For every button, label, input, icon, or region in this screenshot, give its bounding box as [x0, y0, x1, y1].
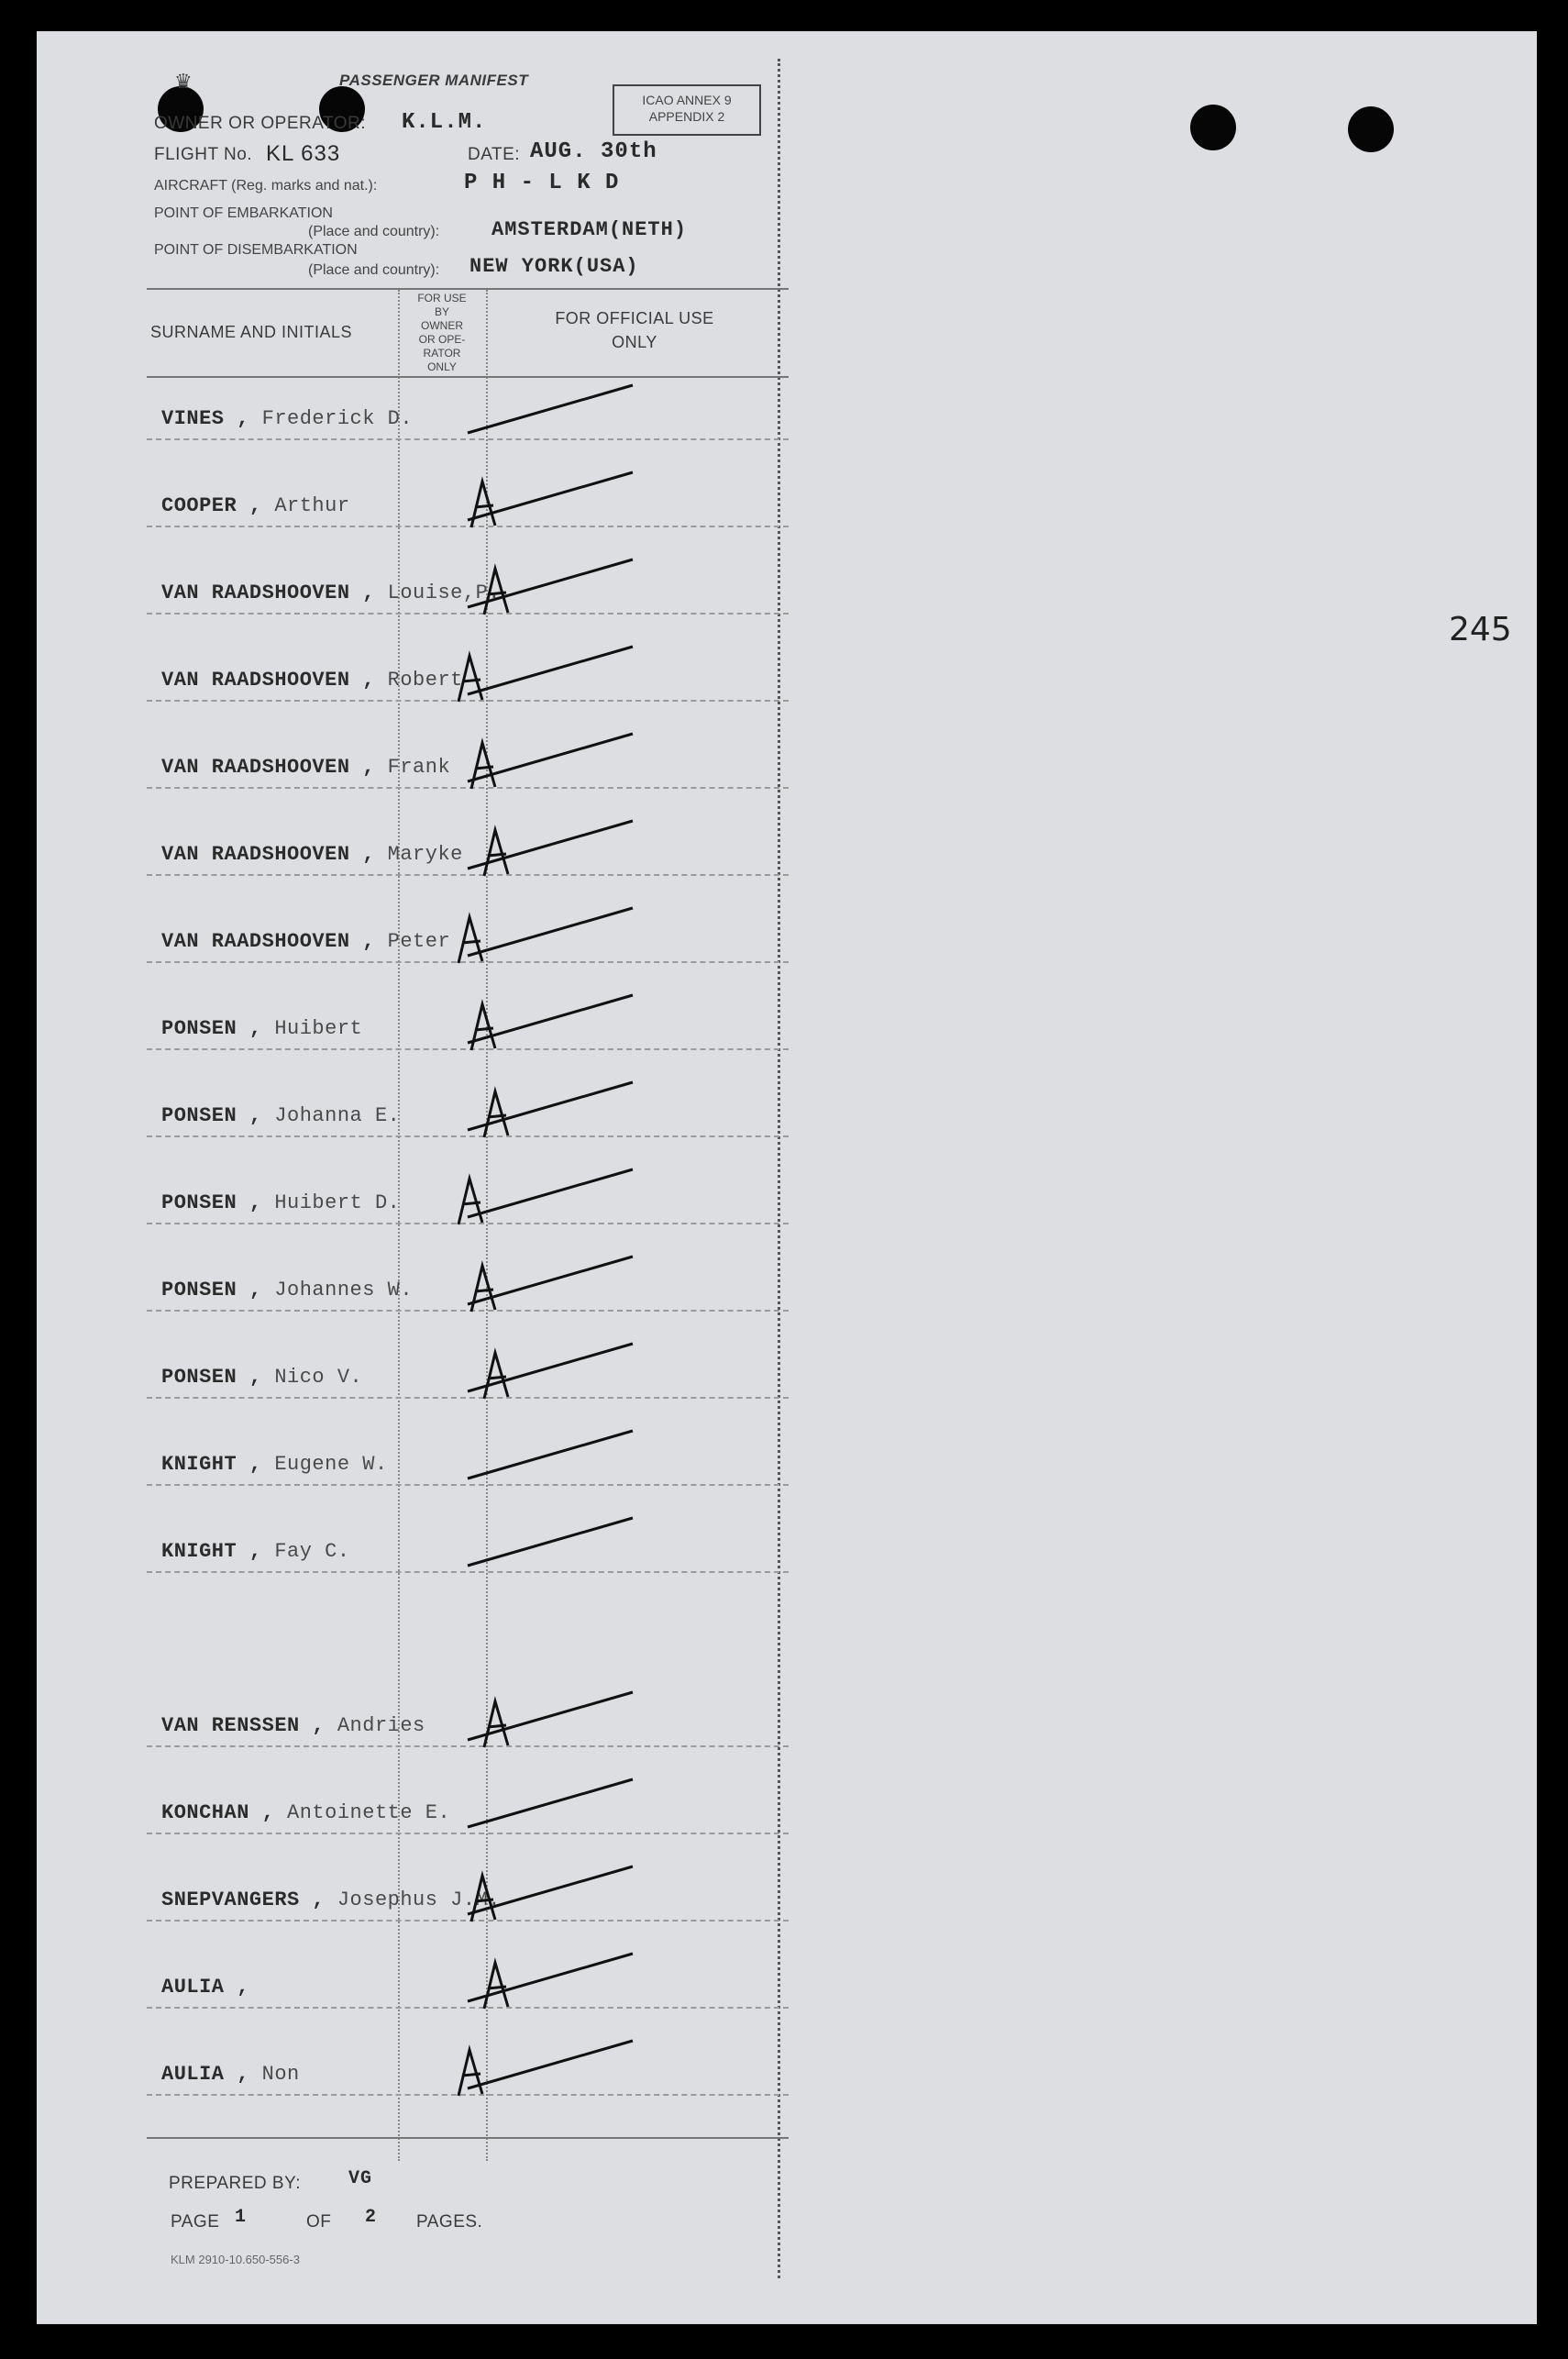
prepared-by-label: PREPARED BY: — [169, 2174, 301, 2193]
page-number: 245 — [1449, 611, 1512, 648]
passenger-surname: PONSEN — [161, 1279, 237, 1301]
passenger-surname: VAN RAADSHOOVEN — [161, 756, 350, 779]
flight-value: KL 633 — [266, 141, 341, 166]
passenger-given-names: Johanna E. — [274, 1104, 401, 1127]
check-stroke — [468, 908, 633, 956]
name-separator: , — [237, 1453, 275, 1476]
passenger-given-names: Maryke — [387, 843, 463, 866]
initial-mark — [484, 830, 508, 876]
passenger-given-names: Frederick D. — [261, 407, 414, 430]
page-value: 1 — [235, 2207, 248, 2228]
operator-use-line: BY — [434, 305, 449, 318]
aircraft-value: P H - L K D — [464, 171, 620, 195]
flight-label: FLIGHT No. — [154, 145, 253, 164]
handwritten-check-marks — [37, 31, 1537, 2324]
passenger-surname: VAN RAADSHOOVEN — [161, 581, 350, 604]
initial-mark — [471, 1876, 495, 1922]
passenger-given-names: Eugene W. — [274, 1453, 388, 1476]
name-separator: , — [237, 1540, 275, 1563]
date-value: AUG. 30th — [530, 139, 657, 164]
manifest-title: PASSENGER MANIFEST — [339, 72, 529, 89]
disembark-label: POINT OF DISEMBARKATION — [154, 242, 358, 258]
name-separator: , — [349, 669, 388, 692]
disembark-value: NEW YORK(USA) — [469, 255, 639, 278]
passenger-surname: VAN RENSSEN — [161, 1714, 300, 1737]
passenger-given-names: Nico V. — [274, 1366, 363, 1389]
embark-value: AMSTERDAM(NETH) — [491, 218, 688, 241]
check-stroke — [468, 1431, 633, 1479]
name-separator: , — [349, 581, 388, 604]
manifest-page — [37, 31, 1537, 2324]
passenger-surname: VINES — [161, 407, 225, 430]
name-separator: , — [349, 930, 388, 953]
passenger-surname: VAN RAADSHOOVEN — [161, 930, 350, 953]
aircraft-label: AIRCRAFT (Reg. marks and nat.): — [154, 178, 378, 194]
passenger-given-names: Johannes W. — [274, 1279, 414, 1301]
operator-use-line: OWNER — [421, 319, 463, 332]
initial-mark — [484, 1963, 508, 2009]
name-separator: , — [237, 1191, 275, 1214]
owner-value: K.L.M. — [402, 110, 487, 135]
name-separator: , — [248, 1801, 288, 1824]
prepared-by-value: VG — [348, 2168, 373, 2189]
of-value: 2 — [365, 2207, 378, 2228]
check-stroke — [468, 647, 633, 694]
passenger-surname: PONSEN — [161, 1017, 237, 1040]
check-stroke — [468, 1779, 633, 1827]
name-separator: , — [299, 1714, 337, 1737]
passenger-surname: AULIA — [161, 1976, 225, 1999]
passenger-surname: PONSEN — [161, 1191, 237, 1214]
passenger-surname: KNIGHT — [161, 1540, 237, 1563]
passenger-given-names: Frank — [387, 756, 451, 779]
name-separator: , — [237, 1104, 275, 1127]
initial-mark — [484, 1091, 508, 1137]
name-separator: , — [224, 407, 262, 430]
passenger-given-names: Josephus J.M. — [337, 1888, 501, 1911]
initial-mark — [471, 743, 495, 789]
initial-mark — [484, 569, 508, 615]
passenger-surname: PONSEN — [161, 1366, 237, 1389]
passenger-given-names: Robert — [387, 669, 463, 692]
passenger-given-names: Huibert — [274, 1017, 363, 1040]
initial-mark — [471, 1266, 495, 1312]
passenger-given-names: Non — [261, 2063, 300, 2086]
initial-mark — [484, 1353, 508, 1399]
passenger-given-names: Huibert D. — [274, 1191, 401, 1214]
operator-use-line: RATOR — [423, 347, 461, 360]
icao-appendix-label: APPENDIX 2 — [648, 109, 725, 124]
passenger-surname: SNEPVANGERS — [161, 1888, 300, 1911]
passenger-given-names: Peter — [387, 930, 451, 953]
passenger-surname: KONCHAN — [161, 1801, 249, 1824]
initial-mark — [471, 1004, 495, 1050]
surname-column-header: SURNAME AND INITIALS — [150, 323, 353, 341]
owner-label: OWNER OR OPERATOR: — [154, 114, 367, 133]
form-code: KLM 2910-10.650-556-3 — [171, 2253, 300, 2266]
passenger-surname: PONSEN — [161, 1104, 237, 1127]
passenger-surname: KNIGHT — [161, 1453, 237, 1476]
passenger-given-names: Andries — [337, 1714, 425, 1737]
passenger-given-names: Antoinette E. — [287, 1801, 451, 1824]
passenger-surname: VAN RAADSHOOVEN — [161, 843, 350, 866]
check-stroke — [468, 1169, 633, 1217]
embark-sub-label: (Place and country): — [308, 224, 440, 239]
official-use-line: ONLY — [612, 333, 657, 351]
operator-use-line: OR OPE- — [418, 333, 466, 346]
klm-logo-crown-icon: ♛ — [174, 70, 193, 93]
name-separator: , — [237, 1279, 275, 1301]
check-stroke — [468, 2041, 633, 2088]
passenger-surname: AULIA — [161, 2063, 225, 2086]
name-separator: , — [237, 494, 275, 517]
name-separator: , — [224, 1976, 262, 1999]
name-separator: , — [237, 1017, 275, 1040]
name-separator: , — [299, 1888, 337, 1911]
page-label: PAGE — [171, 2212, 220, 2232]
of-label: OF — [306, 2212, 332, 2232]
icao-annex-label: ICAO ANNEX 9 — [642, 93, 732, 107]
name-separator: , — [349, 843, 388, 866]
check-stroke — [468, 385, 633, 433]
name-separator: , — [224, 2063, 262, 2086]
initial-mark — [484, 1701, 508, 1747]
passenger-given-names: Louise,P. — [387, 581, 501, 604]
name-separator: , — [237, 1366, 275, 1389]
pages-label: PAGES. — [416, 2212, 483, 2232]
passenger-given-names: Fay C. — [274, 1540, 350, 1563]
passenger-surname: VAN RAADSHOOVEN — [161, 669, 350, 692]
passenger-given-names: Arthur — [274, 494, 350, 517]
operator-use-line: FOR USE — [417, 292, 467, 305]
disembark-sub-label: (Place and country): — [308, 262, 440, 278]
passenger-surname: COOPER — [161, 494, 237, 517]
official-use-line: FOR OFFICIAL USE — [555, 309, 714, 327]
embark-label: POINT OF EMBARKATION — [154, 205, 333, 221]
initial-mark — [471, 482, 495, 527]
date-label: DATE: — [468, 145, 521, 164]
check-stroke — [468, 1518, 633, 1566]
operator-use-line: ONLY — [427, 360, 457, 373]
name-separator: , — [349, 756, 388, 779]
